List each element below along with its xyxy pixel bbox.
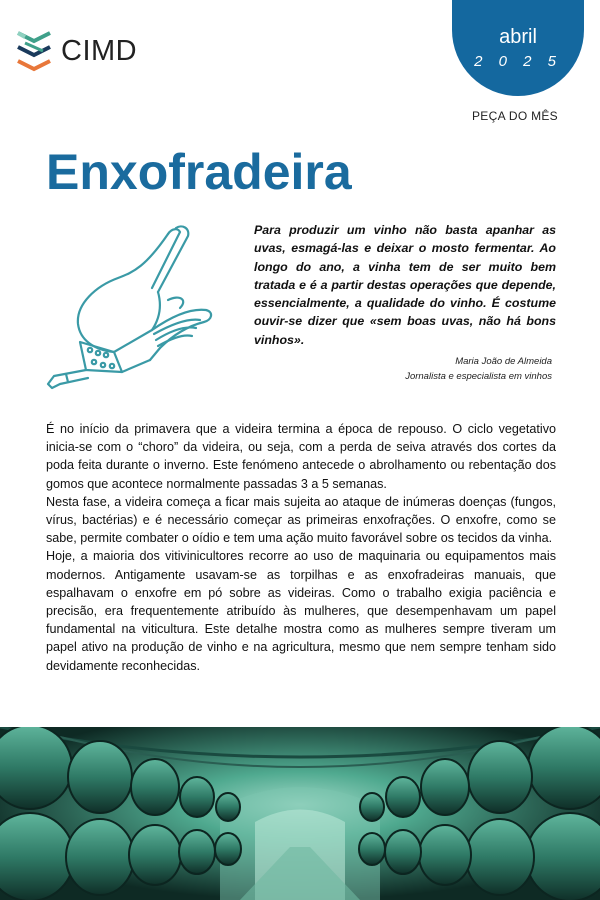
section-label: PEÇA DO MÊS [472, 109, 558, 123]
paragraph: Nesta fase, a videira começa a ficar mais sujeita ao ataque de inúmeras doenças (fungos, vírus, bactérias) e é necessário começar as primeiras enxofrações. O enxofre, como se sabe, permite combater o oídio e tem uma ação muito favorável sobre os tecidos da vinha. [46, 494, 556, 546]
cimd-logo-icon [15, 30, 53, 72]
quote-author: Maria João de Almeida [455, 356, 552, 367]
logo-text: CIMD [61, 34, 138, 67]
article-body [46, 420, 556, 675]
paragraph: É no início da primavera que a videira termina a época de repouso. O ciclo vegetativo inicia-se com o “choro” da videira, ou seja, com a perda de seiva através dos cortes da poda feita durante o inverno. Este fenómeno antecede o abrolhamento ou rebentação dos gomos que acontece normalmente passadas 3 a 5 semanas. [46, 422, 556, 491]
paragraph: Hoje, a maioria dos vitivinicultores recorre ao uso de maquinaria ou equipamentos mais modernos. Antigamente usavam-se as torpilhas e as enxofradeiras manuais, que espalhavam o enxofre em pó sobre as videiras. Como o trabalho exigia paciência e precisão, era frequentemente atribuído às mulheres, que desempenhavam um papel fundamental na viticultura. Este detalhe mostra como as mulheres sempre tiveram um papel ativo na produção de vinho e na agricultura, mesmo que nem sempre tenham sido devidamente reconhecidas. [46, 549, 556, 673]
badge-month: abril [499, 26, 537, 48]
intro-quote: Para produzir um vinho não basta apanhar as uvas, esmagá-las e deixar o mosto fermentar. Ao longo do ano, a vinha tem de ser muito bem tratada e é a partir destas operações que depende, essencialmente, a qualidade do vinho. É costume ouvir-se dizer que «sem boas uvas, não há bons vinhos». [254, 223, 556, 347]
cimd-logo [15, 30, 137, 72]
page-title: Enxofradeira [46, 144, 352, 200]
wine-cellar-barrels-photo [0, 727, 600, 900]
date-badge [452, 0, 584, 96]
quote-author-role: Jornalista e especialista em vinhos [405, 371, 552, 382]
badge-year: 2 0 2 5 [474, 53, 562, 70]
sulfur-bellows-illustration-icon [40, 220, 220, 392]
